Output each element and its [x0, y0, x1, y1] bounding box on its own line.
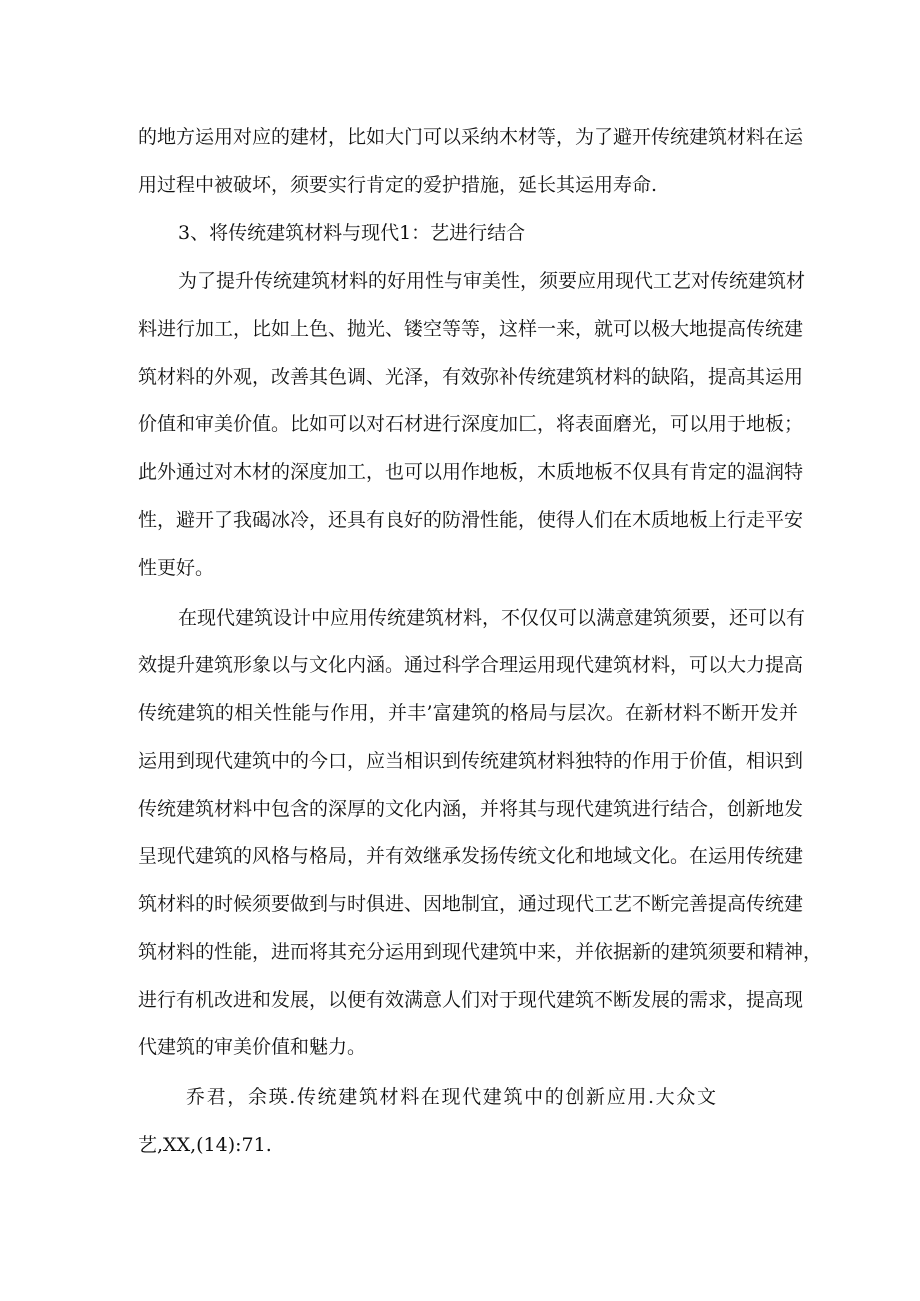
text-line: 传统建筑材料中包含的深厚的文化内涵，并将其与现代建筑进行结合，创新地发 [138, 798, 804, 820]
reference-line: 乔君，余瑛.传统建筑材料在现代建筑中的创新应用.大众文 [186, 1086, 716, 1108]
text-line: 呈现代建筑的风格与格局，并有效继承发扬传统文化和地域文化。在运用传统建 [138, 845, 804, 867]
text-line: 性，避开了我碣冰冷，还具有良好的防滑性能，使得人们在木质地板上行走平安 [138, 509, 804, 531]
text-line: 效提升建筑形象以与文化内涵。通过科学合理运用现代建筑材料，可以大力提高 [138, 654, 804, 676]
text-line: 的地方运用对应的建材，比如大门可以采纳木材等，为了避开传统建筑材料在运 [138, 126, 804, 148]
text-line: 传统建筑的相关性能与作用，并丰’富建筑的格局与层次。在新材料不断开发并 [138, 702, 798, 724]
reference-line: 艺,XX,(14):71. [138, 1134, 272, 1156]
text-line: 料进行加工，比如上色、抛光、镂空等等，这样一来，就可以极大地提高传统建 [138, 318, 804, 340]
text-line: 运用到现代建筑中的今口，应当相识到传统建筑材料独特的作用于价值，相识到 [138, 750, 804, 772]
text-line: 筑材料的时候须要做到与时俱进、因地制宜，通过现代工艺不断完善提高传统建 [138, 893, 804, 915]
text-line: 进行有机改进和发展，以便有效满意人们对于现代建筑不断发展的需求，提高现 [138, 989, 804, 1011]
section-heading: 3、将传统建筑材料与现代1：艺进行结合 [178, 222, 526, 244]
text-line: 为了提升传统建筑材料的好用性与审美性，须要应用现代工艺对传统建筑材 [178, 270, 806, 292]
text-line: 性更好。 [138, 557, 215, 579]
text-line: 筑材料的性能，进而将其充分运用到现代建筑中来，并依据新的建筑须要和精神， [138, 941, 823, 963]
text-line: 在现代建筑设计中应用传统建筑材料，不仅仅可以满意建筑须要，还可以有 [178, 607, 806, 629]
text-line: 此外通过对木材的深度加工，也可以用作地板，木质地板不仅具有肯定的温润特 [138, 461, 804, 483]
text-line: 代建筑的审美价值和魅力。 [138, 1036, 367, 1058]
text-line: 用过程中被破坏，须要实行肯定的爱护措施，延长其运用寿命. [138, 174, 658, 196]
text-line: 价值和审美价值。比如可以对石材进行深度加匚，将表面磨光，可以用于地板； [138, 413, 804, 435]
text-line: 筑材料的外观，改善其色调、光泽，有效弥补传统建筑材料的缺陷，提高其运用 [138, 366, 804, 388]
